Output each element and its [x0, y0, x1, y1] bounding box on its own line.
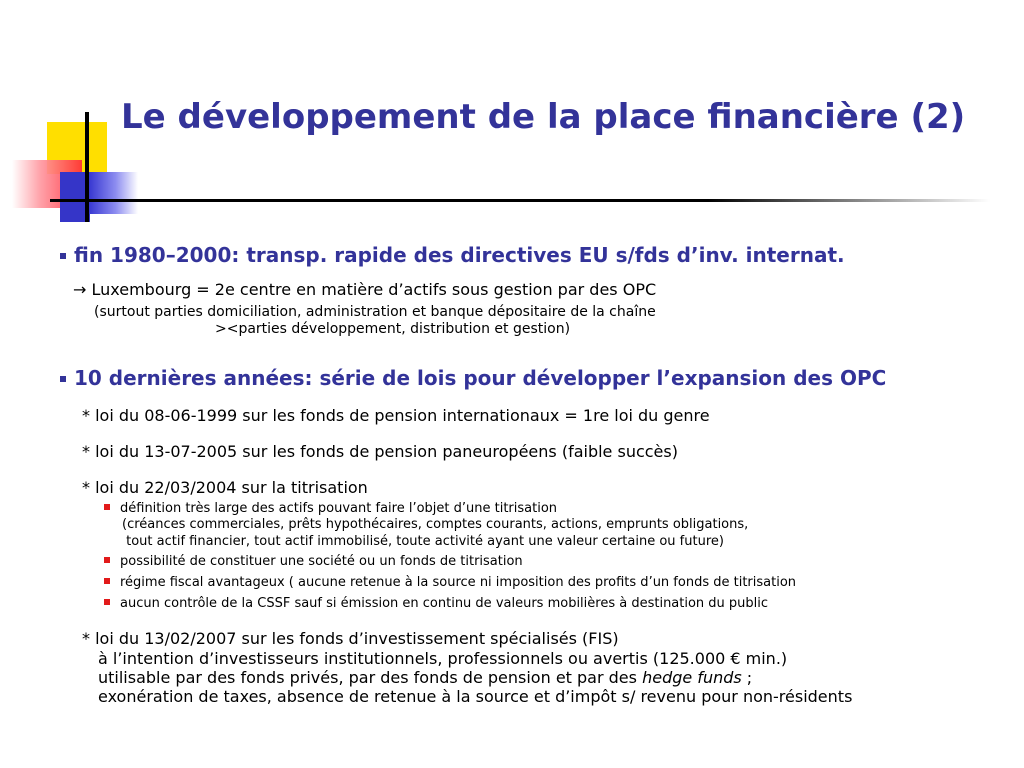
section1-point: Luxembourg = 2e centre en matière d’actifs sous gestion par des OPC [91, 280, 657, 299]
bullet-square-red-icon [104, 599, 110, 605]
law3-sub4-row [104, 596, 768, 611]
section2-heading: 10 dernières années: série de lois pour développer l’expansion des OPC [74, 366, 887, 390]
arrow-right-icon: → [73, 280, 87, 299]
law4-line3-suffix: ; [746, 668, 753, 687]
logo-blue-gradient-square [88, 172, 138, 214]
law3-sub3: régime fiscal avantageux ( aucune retenue à la source ni imposition des profits d’un fonds de titrisation [120, 575, 797, 590]
law3-sub4: aucun contrôle de la CSSF sauf si émission en continu de valeurs mobilières à destination du public [120, 596, 769, 611]
bullet-square-icon [60, 376, 66, 382]
bullet-square-icon [60, 253, 66, 259]
bullet-square-red-icon [104, 504, 110, 510]
law3-sub1-line2: (créances commerciales, prêts hypothécaires, comptes courants, actions, emprunts obligations, [122, 517, 749, 532]
bullet-square-red-icon [104, 578, 110, 584]
law3-sub2: possibilité de constituer une société ou un fonds de titrisation [120, 554, 523, 569]
logo-vertical-line [85, 112, 89, 222]
law1: * loi du 08-06-1999 sur les fonds de pension internationaux = 1re loi du genre [82, 406, 710, 425]
law3-sub3-row [104, 575, 796, 590]
slide-logo [0, 0, 140, 230]
law4-line4: exonération de taxes, absence de retenue à la source et d’impôt s/ revenu pour non-résidents [98, 687, 853, 706]
law4-line1: * loi du 13/02/2007 sur les fonds d’investissement spécialisés (FIS) [82, 629, 619, 648]
section1-heading-row [60, 243, 845, 267]
section1-note-line1: (surtout parties domiciliation, administration et banque dépositaire de la chaîne [94, 304, 656, 320]
law4-line3-prefix: utilisable par des fonds privés, par des fonds de pension et par des [98, 668, 643, 687]
section1-heading: fin 1980–2000: transp. rapide des directives EU s/fds d’inv. internat. [74, 243, 845, 267]
section1-point-row [73, 280, 656, 299]
bullet-square-red-icon [104, 557, 110, 563]
law4-line3-italic: hedge funds [642, 668, 747, 687]
law3-sub1-line1: définition très large des actifs pouvant faire l’objet d’une titrisation [120, 501, 558, 516]
law3-sub1-line3: tout actif financier, tout actif immobilisé, toute activité ayant une valeur certaine ou future) [122, 534, 724, 549]
law3: * loi du 22/03/2004 sur la titrisation [82, 478, 368, 497]
section2-heading-row [60, 366, 886, 390]
section1-note-line2: ><parties développement, distribution et gestion) [215, 321, 571, 337]
slide-title: Le développement de la place financière (2) [121, 97, 966, 137]
law2: * loi du 13-07-2005 sur les fonds de pension paneuropéens (faible succès) [82, 442, 678, 461]
law3-sub2-row [104, 554, 523, 569]
law4-line3 [98, 668, 752, 687]
law3-sub1-row [104, 501, 557, 516]
law4-line2: à l’intention d’investisseurs institutionnels, professionnels ou avertis (125.000 € min.) [98, 649, 788, 668]
title-underline [50, 199, 990, 202]
